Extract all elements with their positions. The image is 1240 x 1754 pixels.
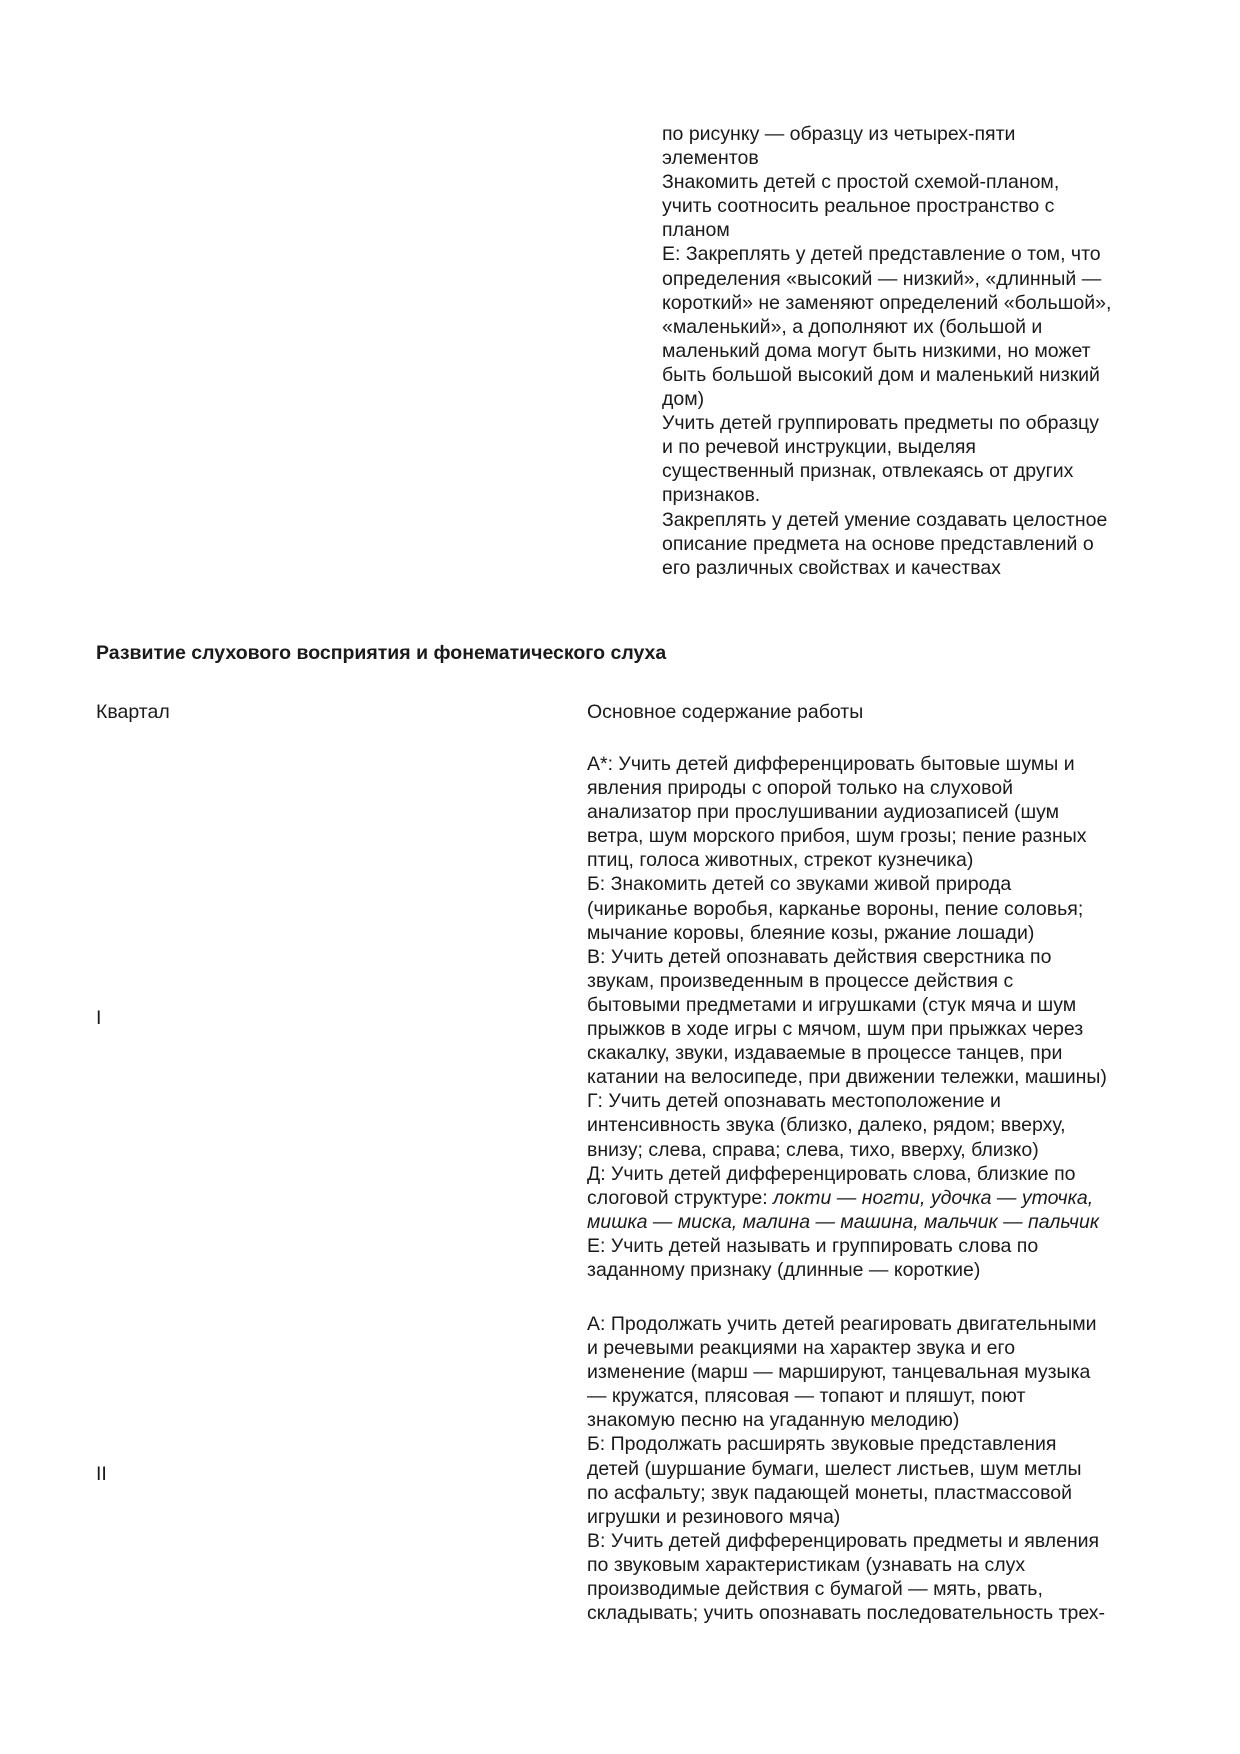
text-line: В: Учить детей опознавать действия сверстника по (587, 945, 1052, 968)
column-header-content: Основное содержание работы (587, 701, 864, 723)
text-line: детей (шуршание бумаги, шелест листьев, шум метлы (587, 1457, 1082, 1480)
continued-content-block (662, 122, 1182, 580)
text-line: Г: Учить детей опознавать местоположение и (587, 1090, 1001, 1113)
text-line: — кружатся, плясовая — топают и пляшут, поют (587, 1385, 1026, 1408)
text-line: производимые действия с бумагой — мять, рвать, (587, 1578, 1043, 1601)
text-line: описание предмета на основе представлений о (662, 532, 1094, 555)
text-line: внизу; слева, справа; слева, тихо, вверху, близко) (587, 1138, 1039, 1161)
italic-examples-line: мишка — миска, малина — машина, мальчик — пальчик (587, 1210, 1100, 1233)
text-line: его различных свойствах и качествах (662, 556, 1001, 579)
text-line: дом) (662, 388, 705, 411)
text-line: планом (662, 219, 730, 242)
quarter-label-1: I (96, 1007, 102, 1029)
text-line: короткий» не заменяют определений «большой», (662, 291, 1112, 314)
text-line: Е: Закреплять у детей представление о том, что (662, 243, 1101, 266)
text-line: В: Учить детей дифференцировать предметы и явления (587, 1529, 1100, 1552)
text-line: существенный признак, отвлекаясь от других (662, 460, 1074, 483)
text-line: знакомую песню на угаданную мелодию) (587, 1409, 960, 1432)
text-line: бытовыми предметами и игрушками (стук мяча и шум (587, 993, 1077, 1016)
quarter-label-2: II (96, 1463, 107, 1485)
text-line: (чириканье воробья, карканье вороны, пение соловья; (587, 897, 1084, 920)
text-line: Д: Учить детей дифференцировать слова, близкие по (587, 1162, 1076, 1185)
text-line: Учить детей группировать предметы по образцу (662, 412, 1099, 435)
text-line: элементов (662, 147, 759, 170)
text-line: Знакомить детей с простой схемой-планом, (662, 171, 1060, 194)
text-line: катании на велосипеде, при движении тележки, машины) (587, 1066, 1107, 1089)
text-line: изменение (марш — маршируют, танцевальная музыка (587, 1361, 1091, 1384)
text-line: определения «высокий — низкий», «длинный — (662, 267, 1102, 290)
text-line: учить соотносить реальное пространство с (662, 195, 1055, 218)
text-line-mixed (587, 1186, 1147, 1210)
text-line: явления природы с опорой только на слуховой (587, 777, 1013, 800)
text-line: Б: Продолжать расширять звуковые представления (587, 1433, 1057, 1456)
text-line: Закреплять у детей умение создавать целостное (662, 508, 1108, 531)
text-line-prefix: слоговой структуре: (587, 1186, 774, 1209)
text-line: мычание коровы, блеяние козы, ржание лошади) (587, 921, 1035, 944)
section-heading: Развитие слухового восприятия и фонематического слуха (96, 642, 667, 664)
text-line: Е: Учить детей называть и группировать слова по (587, 1234, 1039, 1257)
text-line: анализатор при прослушивании аудиозаписей (шум (587, 801, 1060, 824)
text-line: по рисунку — образцу из четырех-пяти (662, 123, 1016, 145)
text-line: скакалку, звуки, издаваемые в процессе танцев, при (587, 1042, 1063, 1065)
quarter-1-content (587, 752, 1147, 1282)
text-line: заданному признаку (длинные — короткие) (587, 1258, 981, 1281)
text-line: А*: Учить детей дифференцировать бытовые шумы и (587, 753, 1075, 775)
text-line: «маленький», а дополняют их (большой и (662, 315, 1043, 338)
text-line: А: Продолжать учить детей реагировать двигательными (587, 1313, 1097, 1335)
text-line: и по речевой инструкции, выделяя (662, 436, 976, 459)
italic-examples: локти — ногти, удочка — уточка, (773, 1186, 1094, 1209)
text-line: Б: Знакомить детей со звуками живой природа (587, 873, 1012, 896)
text-line: по асфальту; звук падающей монеты, пластмассовой (587, 1481, 1073, 1504)
quarter-2-content (587, 1312, 1147, 1625)
text-line: по звуковым характеристикам (узнавать на слух (587, 1553, 1026, 1576)
text-line: быть большой высокий дом и маленький низкий (662, 363, 1100, 386)
text-line: игрушки и резинового мяча) (587, 1505, 841, 1528)
text-line: птиц, голоса животных, стрекот кузнечика) (587, 849, 974, 872)
column-header-quarter: Квартал (96, 701, 170, 723)
text-line: звукам, произведенным в процессе действия с (587, 969, 1014, 992)
text-line: ветра, шум морского прибоя, шум грозы; пение разных (587, 825, 1087, 848)
text-line: признаков. (662, 484, 761, 507)
text-line: складывать; учить опознавать последовательность трех- (587, 1602, 1106, 1625)
text-line: маленький дома могут быть низкими, но может (662, 339, 1091, 362)
text-line: интенсивность звука (близко, далеко, рядом; вверху, (587, 1114, 1066, 1137)
text-line: и речевыми реакциями на характер звука и его (587, 1337, 1016, 1360)
text-line: прыжков в ходе игры с мячом, шум при прыжках через (587, 1018, 1084, 1041)
